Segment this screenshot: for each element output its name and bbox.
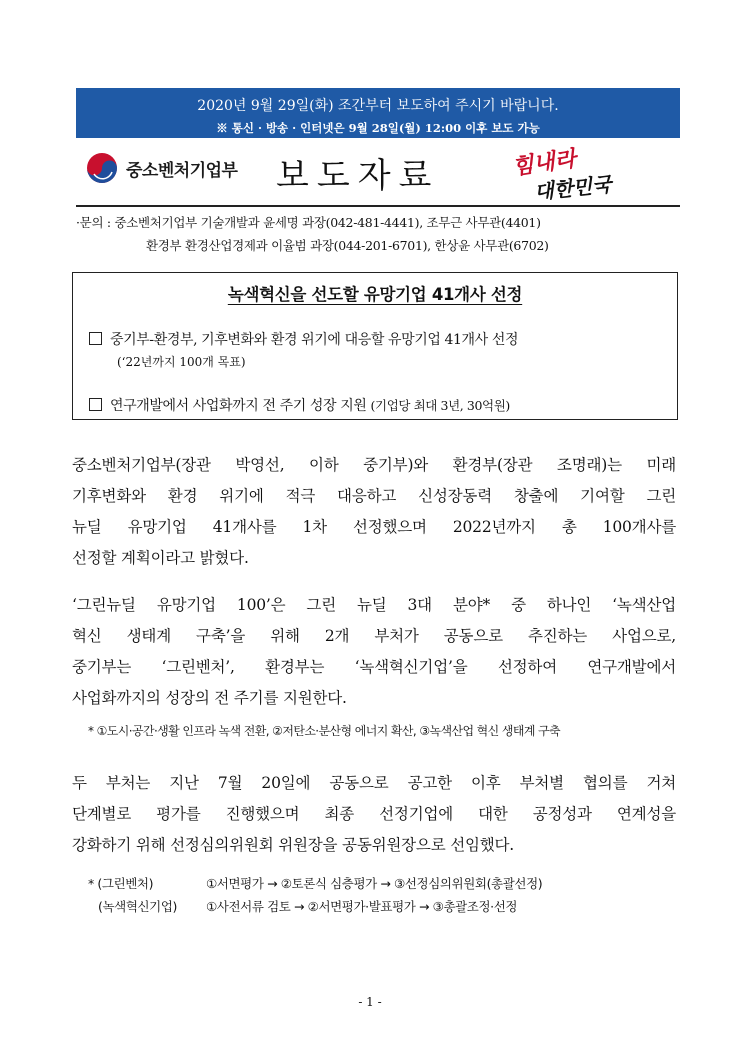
evaluation-row-green-venture: * (그린벤처) ①서면평가 → ②토론식 심층평가 → ③선정심의위원회(총괄선정): [88, 876, 543, 891]
summary-bullet-2: 연구개발에서 사업화까지 전 주기 성장 지원 (기업당 최대 3년, 30억원): [89, 395, 510, 415]
contact-line-2: 환경부 환경산업경제과 이율범 과장(044-201-6701), 한상윤 사무관(6702): [146, 238, 549, 253]
slogan-line-2: 대한민국: [533, 172, 613, 204]
body-paragraph-3: 두 부처는 지난 7월 20일에 공동으로 공고한 이후 부처별 협의를 거쳐 단계별로 평가를 진행했으며 최종 선정기업에 대한 공정성과 연계성을 강화하기 위해 선정심의위원회 위원장을 공동위원장으로 선임했다.: [72, 774, 676, 854]
taegeuk-emblem-icon: [86, 152, 118, 184]
summary-bullet-1: 중기부-환경부, 기후변화와 환경 위기에 대응할 유망기업 41개사 선정: [89, 329, 518, 349]
press-release-title: 보도자료: [276, 156, 440, 196]
footnote-evaluation-steps: [88, 872, 542, 918]
summary-bullet-1-sub: (‘22년까지 100개 목표): [117, 355, 246, 369]
evaluation-row-green-innovation: (녹색혁신기업) ①사전서류 검토 → ②서면평가·발표평가 → ③총괄조정·선정: [98, 899, 518, 914]
summary-bullet-2-note: (기업당 최대 3년, 30억원): [370, 398, 510, 413]
checkbox-bullet-icon: [89, 332, 102, 345]
body-paragraph-1: 중소벤처기업부(장관 박영선, 이하 중기부)와 환경부(장관 조명래)는 미래 기후변화와 환경 위기에 적극 대응하고 신성장동력 창출에 기여할 그린 뉴딜 유망기업 41개사를 1차 선정했으며 2022년까지 총 100개사를 선정할 계획이라고 밝혔다.: [72, 456, 676, 567]
body-paragraph-2: ‘그린뉴딜 유망기업 100’은 그린 뉴딜 3대 분야* 중 하나인 ‘녹색산업 혁신 생태계 구축’을 위해 2개 부처가 공동으로 추진하는 사업으로, 중기부는 ‘그린벤처’, 환경부는 ‘녹색혁신기업’을 선정하여 연구개발에서 사업화까지의 성장의 전 주기를 지원한다.: [72, 596, 676, 707]
page-number: - 1 -: [358, 995, 382, 1009]
slogan-line-1: 힘내라: [510, 145, 578, 181]
headline: 녹색혁신을 선도할 유망기업 41개사 선정: [227, 285, 523, 304]
summary-box: [72, 272, 678, 420]
slogan-logo: [512, 146, 632, 204]
header-divider: [76, 205, 680, 207]
ministry-name: 중소벤처기업부: [126, 160, 238, 181]
embargo-line-1: 2020년 9월 29일(화) 조간부터 보도하여 주시기 바랍니다.: [197, 98, 559, 114]
contact-info: [76, 211, 680, 257]
ministry-logo: [86, 152, 237, 184]
checkbox-bullet-icon: [89, 398, 102, 411]
embargo-banner: [76, 88, 680, 138]
masthead: [76, 144, 680, 206]
embargo-line-2: ※ 통신 · 방송 · 인터넷은 9월 28일(월) 12:00 이후 보도 가능: [216, 121, 540, 135]
footnote-green-new-deal: * ①도시·공간·생활 인프라 녹색 전환, ②저탄소·분산형 에너지 확산, ③녹색산업 혁신 생태계 구축: [88, 724, 561, 738]
contact-line-1: ·문의 : 중소벤처기업부 기술개발과 윤세명 과장(042-481-4441), 조무근 사무관(4401): [76, 215, 541, 230]
